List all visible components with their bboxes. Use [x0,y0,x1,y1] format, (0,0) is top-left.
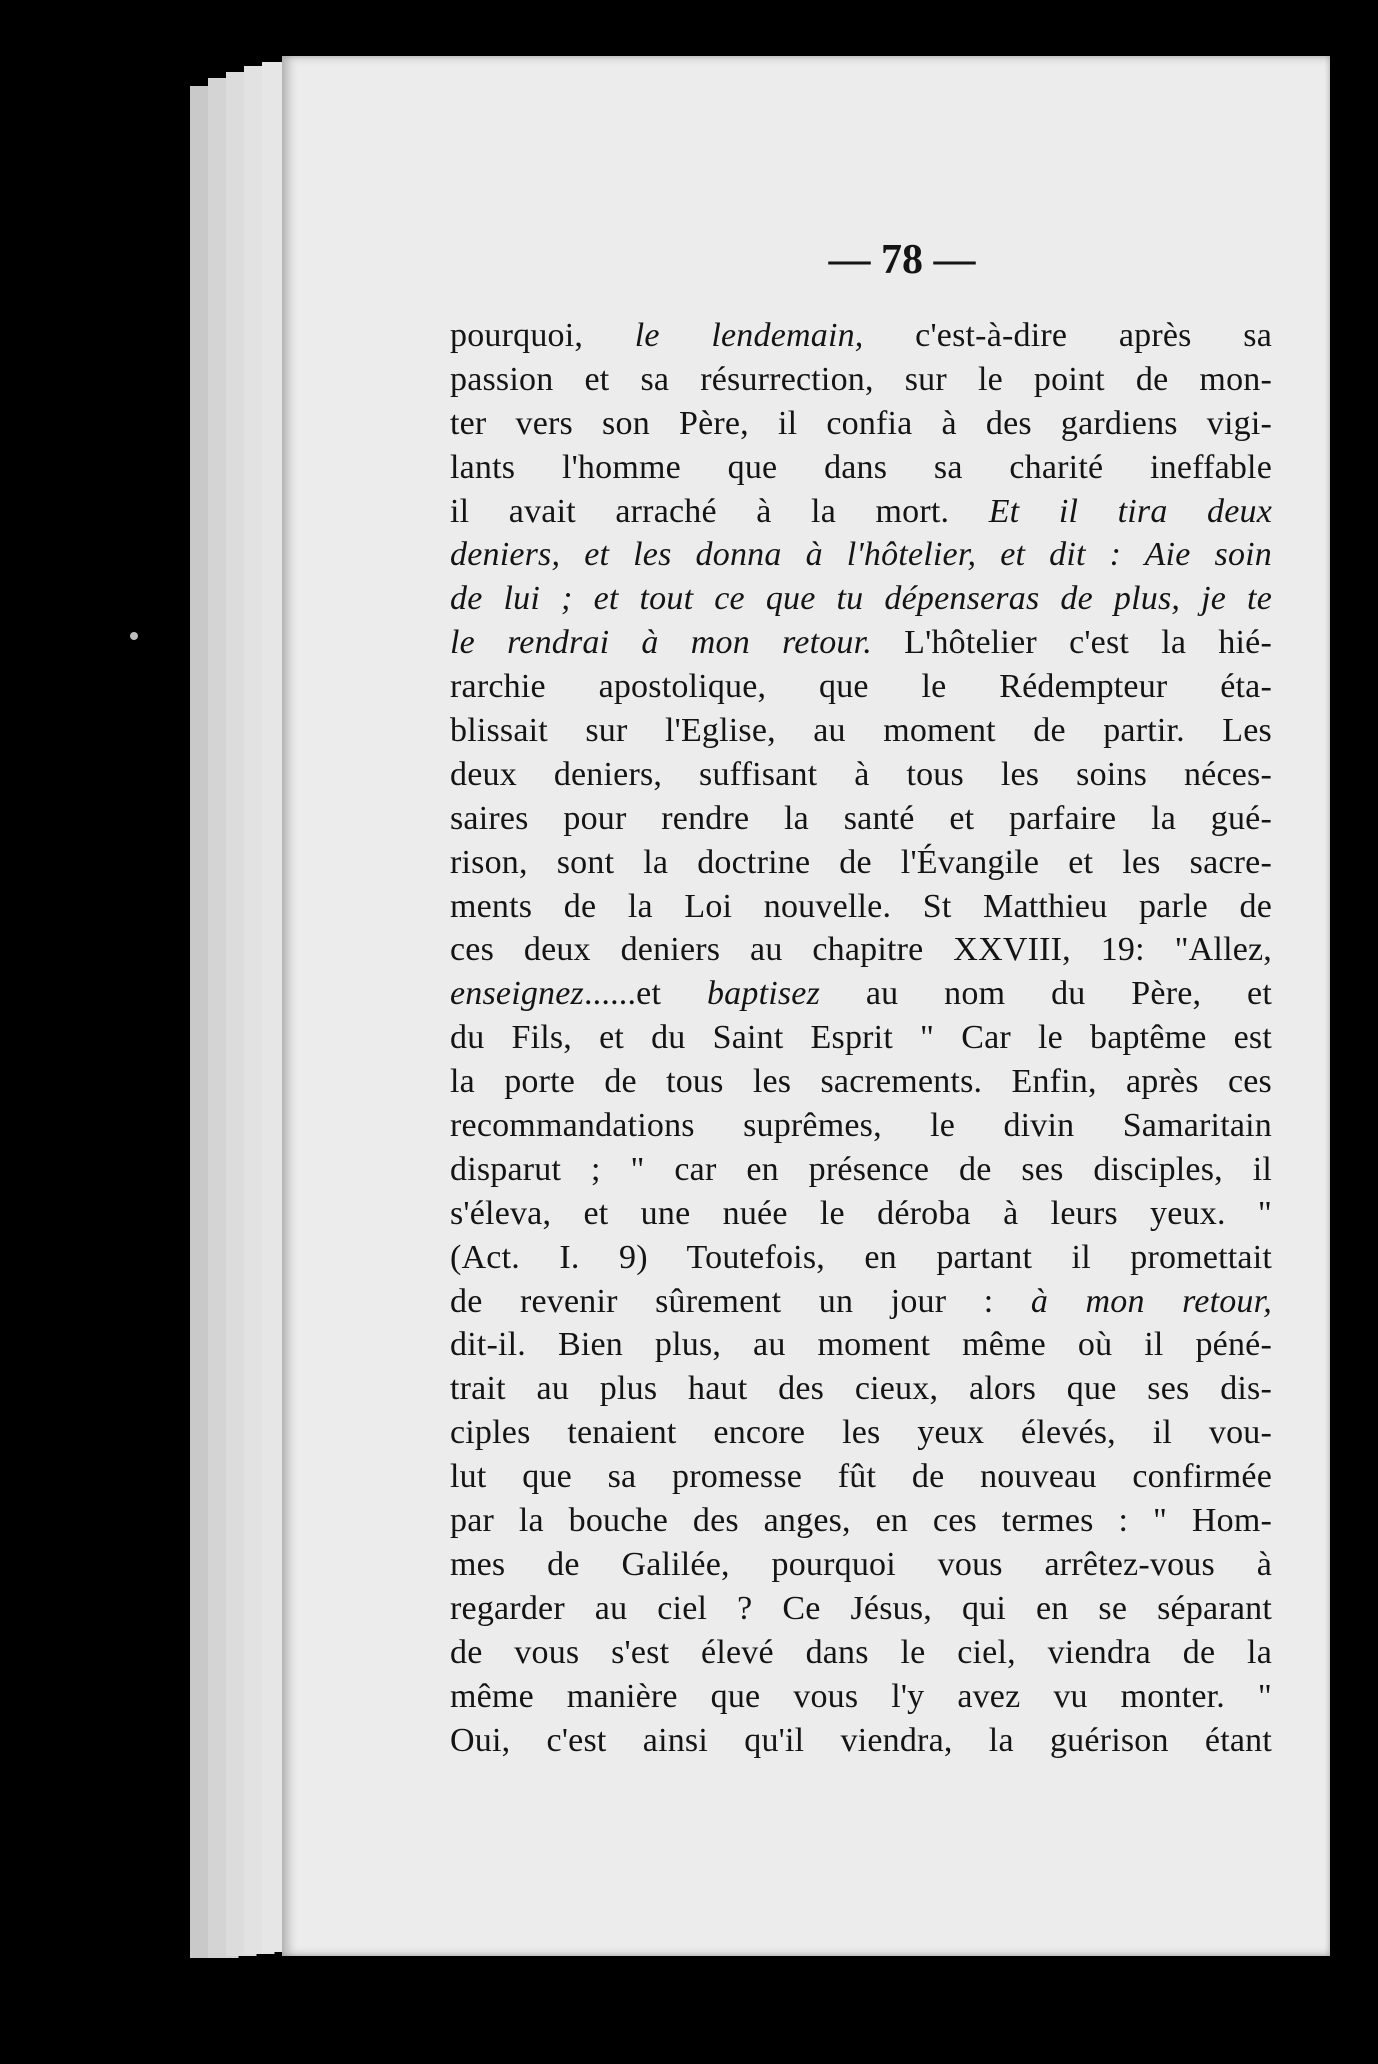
text-span: ments de la Loi nouvelle. St Matthieu parle de [450,887,1272,925]
text-line [450,1367,1272,1411]
text-line [450,1631,1272,1675]
italic-text: à mon retour, [1030,1282,1272,1320]
text-line [450,446,1272,490]
text-span: recommandations suprêmes, le divin Samaritain [450,1107,1272,1145]
text-span: c'est-à-dire après sa [863,317,1272,354]
text-line [450,1060,1272,1104]
text-span: pourquoi, [450,317,635,354]
text-span: saires pour rendre la santé et parfaire la gué- [450,799,1272,837]
italic-text: le rendrai à mon retour. [450,624,872,662]
text-span: L'hôtelier c'est la hié- [871,624,1272,662]
text-line [450,490,1272,534]
italic-text: enseignez [450,975,584,1013]
text-span: rison, sont la doctrine de l'Évangile et les sacre- [450,843,1272,881]
text-span: de vous s'est élevé dans le ciel, viendra de la [450,1633,1272,1671]
text-line [450,1499,1272,1543]
text-line [450,1411,1272,1455]
text-line [450,1192,1272,1236]
page-number: — 78 — [828,237,976,283]
text-line [450,1280,1272,1324]
text-span: lut que sa promesse fût de nouveau confirmée [450,1458,1272,1496]
margin-speck [130,632,138,640]
italic-text: deniers, et les donna à l'hôtelier, et dit : Aie soin [450,536,1272,574]
text-span: passion et sa résurrection, sur le point de mon- [450,360,1272,398]
text-span: ciples tenaient encore les yeux élevés, il vou- [450,1414,1272,1452]
text-span: blissait sur l'Eglise, au moment de partir. Les [450,712,1272,750]
text-line [450,1323,1272,1367]
text-span: disparut ; " car en présence de ses disciples, il [450,1150,1272,1188]
text-line [450,1587,1272,1631]
text-span: dit-il. Bien plus, au moment même où il péné- [450,1326,1272,1364]
text-line [450,533,1272,577]
italic-text: de lui ; et tout ce que tu dépenseras de plus, je te [450,580,1272,618]
text-line [450,1016,1272,1060]
text-line [450,402,1272,446]
italic-text: le lendemain, [634,317,864,354]
text-line [450,314,1272,358]
text-span: au nom du Père, et [820,975,1272,1013]
text-span: lants l'homme que dans sa charité ineffable [450,448,1272,486]
text-line [450,928,1272,972]
text-span: du Fils, et du Saint Esprit " Car le baptême est [450,1019,1272,1057]
text-line [450,1104,1272,1148]
text-line [450,1236,1272,1280]
text-span: même manière que vous l'y avez vu monter. " [450,1677,1272,1715]
text-span: rarchie apostolique, que le Rédempteur éta- [450,668,1272,706]
text-line [450,753,1272,797]
text-line [450,577,1272,621]
text-span: la porte de tous les sacrements. Enfin, après ces [450,1063,1272,1101]
text-line [450,797,1272,841]
text-span: de revenir sûrement un jour : [450,1282,1031,1320]
text-line [450,621,1272,665]
text-span: ter vers son Père, il confia à des gardiens vigi- [450,404,1272,442]
text-line [450,841,1272,885]
text-span: il avait arraché à la mort. [450,492,989,530]
text-line [450,885,1272,929]
text-line [450,358,1272,402]
text-line [450,665,1272,709]
text-span: mes de Galilée, pourquoi vous arrêtez-vous à [450,1545,1272,1583]
text-span: ces deux deniers au chapitre XXVIII, 19: "Allez, [450,931,1272,969]
text-span: s'éleva, et une nuée le déroba à leurs yeux. " [450,1194,1272,1232]
text-span: trait au plus haut des cieux, alors que ses dis- [450,1370,1272,1408]
text-line [450,1543,1272,1587]
text-line [450,1455,1272,1499]
text-line [450,1719,1272,1763]
text-span: Oui, c'est ainsi qu'il viendra, la guérison étant [450,1721,1272,1759]
italic-text: baptisez [706,975,821,1013]
text-line [450,1675,1272,1719]
text-span: par la bouche des anges, en ces termes : " Hom- [450,1502,1272,1540]
book-page [282,56,1330,1956]
italic-text: Et il tira deux [988,492,1273,530]
text-span: ......et [583,975,707,1013]
text-line [450,1148,1272,1192]
text-span: (Act. I. 9) Toutefois, en partant il promettait [450,1238,1272,1276]
text-span: regarder au ciel ? Ce Jésus, qui en se séparant [450,1589,1272,1627]
text-line [450,972,1272,1016]
text-line [450,709,1272,753]
body-text [450,314,1272,1762]
text-span: deux deniers, suffisant à tous les soins néces- [450,755,1272,793]
